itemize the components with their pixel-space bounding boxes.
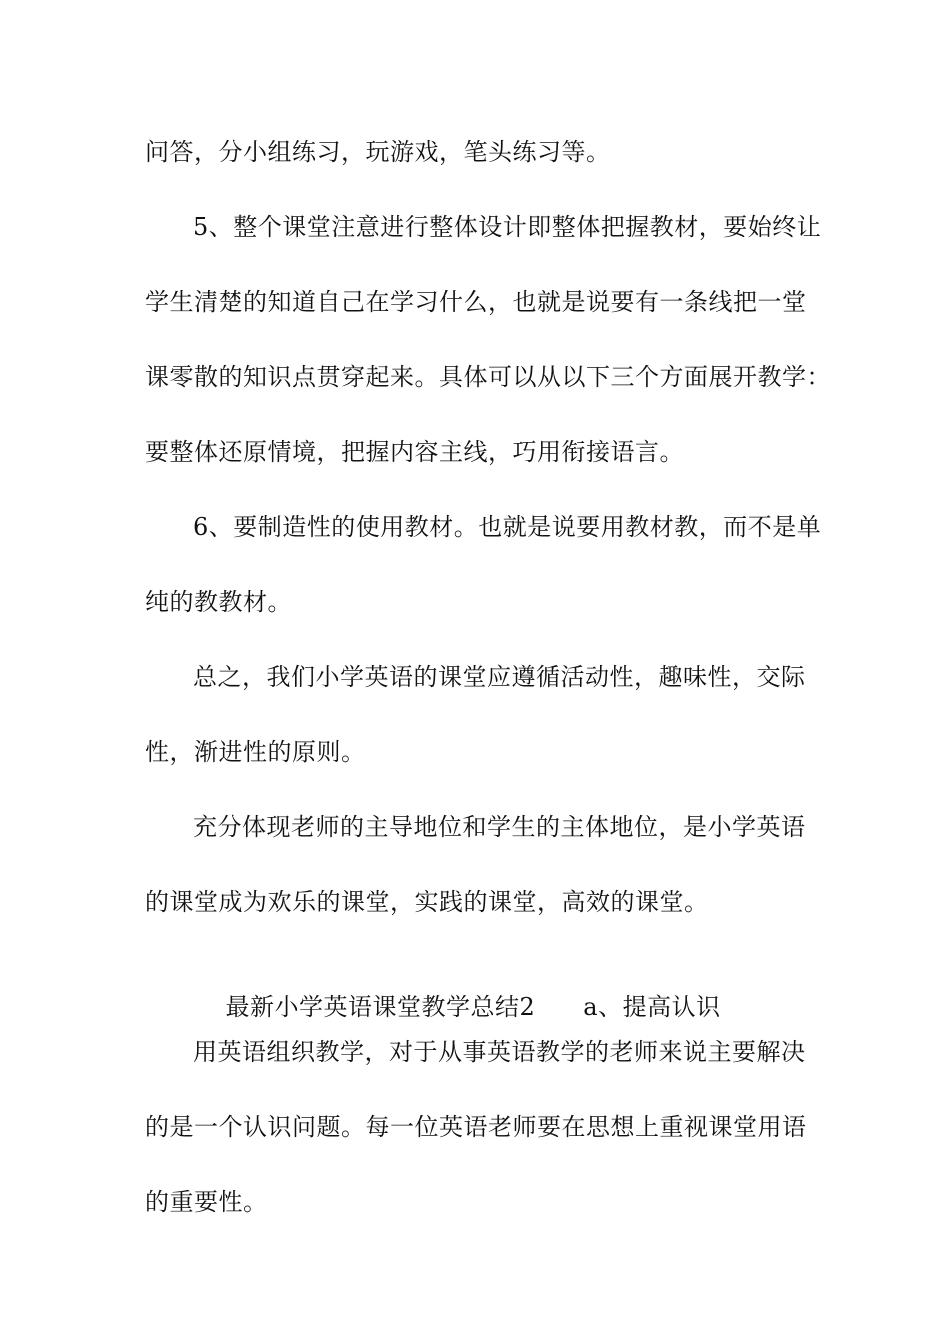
paragraph-line: 的课堂成为欢乐的课堂，实践的课堂，高效的课堂。 [145, 888, 709, 916]
paragraph-line: 5、整个课堂注意进行整体设计即整体把握教材，要始终让 [193, 213, 822, 241]
paragraph-line: 用英语组织教学，对于从事英语教学的老师来说主要解决 [193, 1038, 806, 1066]
paragraph-line: 问答，分小组练习，玩游戏，笔头练习等。 [145, 138, 611, 166]
paragraph-line: 学生清楚的知道自己在学习什么，也就是说要有一条线把一堂 [145, 288, 807, 316]
paragraph-line: 课零散的知识点贯穿起来。具体可以从以下三个方面展开教学： [145, 363, 831, 391]
paragraph-line: 性，渐进性的原则。 [145, 738, 366, 766]
paragraph-line: 6、要制造性的使用教材。也就是说要用教材教，而不是单 [193, 513, 822, 541]
paragraph-line: 充分体现老师的主导地位和学生的主体地位，是小学英语 [193, 813, 806, 841]
paragraph-line: 总之，我们小学英语的课堂应遵循活动性，趣味性，交际 [193, 663, 806, 691]
section-title: 最新小学英语课堂教学总结2 [225, 993, 536, 1021]
paragraph-line: 纯的教教材。 [145, 588, 292, 616]
section-subtitle: a、提高认识 [583, 993, 721, 1021]
paragraph-line: 要整体还原情境，把握内容主线，巧用衔接语言。 [145, 438, 684, 466]
paragraph-line: 的重要性。 [145, 1188, 268, 1216]
paragraph-line: 的是一个认识问题。每一位英语老师要在思想上重视课堂用语 [145, 1113, 807, 1141]
